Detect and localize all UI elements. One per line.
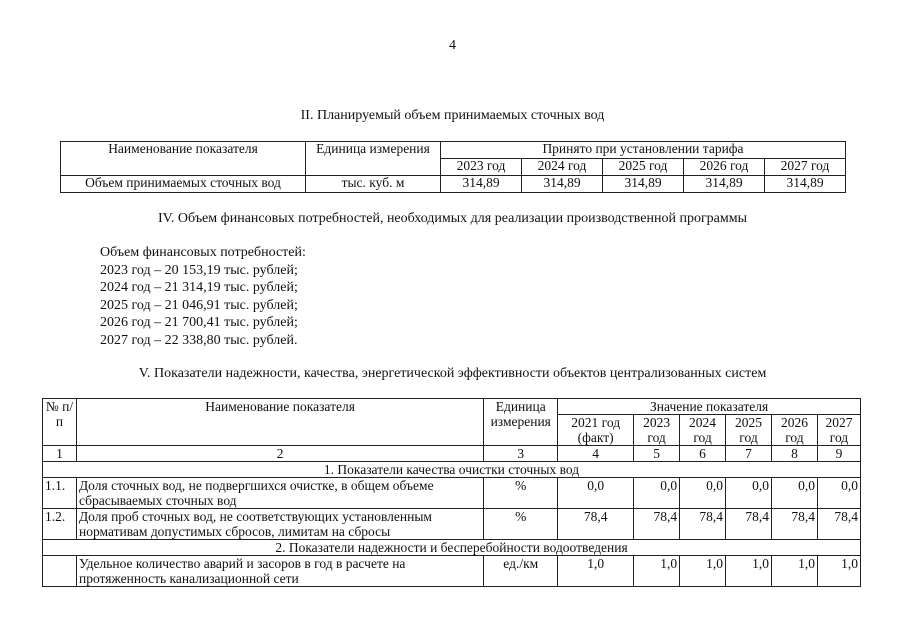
- row-name: Объем принимаемых сточных вод: [61, 176, 306, 193]
- value-cell: 0,0: [817, 478, 860, 509]
- year-header: 2023 год: [441, 159, 522, 176]
- value-cell: 314,89: [684, 176, 765, 193]
- year-header: 2026 год: [771, 415, 817, 446]
- header-indicator-name: Наименование показателя: [76, 399, 483, 446]
- column-number: 8: [771, 446, 817, 462]
- column-number: 7: [726, 446, 772, 462]
- value-cell: 1,0: [726, 556, 772, 587]
- financial-needs-line: Объем финансовых потребностей:: [100, 245, 306, 260]
- year-header: 2025 год: [603, 159, 684, 176]
- row-unit: тыс. куб. м: [306, 176, 441, 193]
- value-cell: 314,89: [522, 176, 603, 193]
- indicators-table: [42, 398, 861, 587]
- row-name: Доля сточных вод, не подвергшихся очистке, в общем объеме сбрасываемых сточных вод: [76, 478, 483, 509]
- column-number: 4: [558, 446, 634, 462]
- value-cell: 78,4: [771, 509, 817, 540]
- section-4-title: IV. Объем финансовых потребностей, необходимых для реализации производственной программы: [157, 211, 748, 226]
- table-row: [61, 176, 846, 193]
- value-cell: 0,0: [771, 478, 817, 509]
- value-cell: 314,89: [765, 176, 846, 193]
- financial-needs-line: 2025 год – 21 046,91 тыс. рублей;: [100, 297, 298, 313]
- column-number: 1: [43, 446, 77, 462]
- group-header-quality: 1. Показатели качества очистки сточных вод: [43, 462, 861, 478]
- sewage-volume-table: [60, 141, 846, 193]
- financial-needs-line: 2027 год – 22 338,80 тыс. рублей.: [100, 332, 298, 348]
- header-accepted-tariff: Принято при установлении тарифа: [441, 142, 846, 159]
- value-cell: 0,0: [558, 478, 634, 509]
- value-cell: 1,0: [771, 556, 817, 587]
- value-cell: 0,0: [634, 478, 680, 509]
- year-header: 2025 год: [726, 415, 772, 446]
- value-cell: 78,4: [726, 509, 772, 540]
- row-number: [43, 556, 77, 587]
- column-number: 6: [680, 446, 726, 462]
- value-cell: 1,0: [634, 556, 680, 587]
- value-cell: 314,89: [603, 176, 684, 193]
- column-number: 5: [634, 446, 680, 462]
- value-cell: 0,0: [680, 478, 726, 509]
- financial-needs-line: 2024 год – 21 314,19 тыс. рублей;: [100, 280, 298, 295]
- section-5-title: V. Показатели надежности, качества, энергетической эффективности объектов централизованных систем: [138, 366, 767, 381]
- row-number: 1.1.: [43, 478, 77, 509]
- header-unit: Единица измерения: [306, 142, 441, 176]
- column-number: 2: [76, 446, 483, 462]
- year-header: 2024 год: [680, 415, 726, 446]
- value-cell: 1,0: [558, 556, 634, 587]
- row-name: Доля проб сточных вод, не соответствующих установленным нормативам допустимых сбросов, лимитам на сбросы: [76, 509, 483, 540]
- value-cell: 1,0: [817, 556, 860, 587]
- value-cell: 0,0: [726, 478, 772, 509]
- table-row: [43, 478, 861, 509]
- value-cell: 78,4: [680, 509, 726, 540]
- value-cell: 78,4: [558, 509, 634, 540]
- group-header-reliability: 2. Показатели надежности и бесперебойности водоотведения: [43, 540, 861, 556]
- year-header: 2024 год: [522, 159, 603, 176]
- section-2-title: II. Планируемый объем принимаемых сточных вод: [300, 108, 605, 123]
- table-row: [43, 556, 861, 587]
- header-unit: Единица измерения: [484, 399, 558, 446]
- year-header: 2023 год: [634, 415, 680, 446]
- column-number: 3: [484, 446, 558, 462]
- financial-needs-list: [100, 244, 306, 349]
- value-cell: 78,4: [634, 509, 680, 540]
- row-unit: %: [484, 478, 558, 509]
- financial-needs-line: 2023 год – 20 153,19 тыс. рублей;: [100, 262, 298, 278]
- header-indicator-name: Наименование показателя: [61, 142, 306, 176]
- value-cell: 1,0: [680, 556, 726, 587]
- row-name: Удельное количество аварий и засоров в год в расчете на протяженность канализационной сети: [76, 556, 483, 587]
- page-number: 4: [449, 38, 456, 53]
- value-cell: 78,4: [817, 509, 860, 540]
- table-row: [43, 509, 861, 540]
- row-number: 1.2.: [43, 509, 77, 540]
- year-header: 2027 год: [765, 159, 846, 176]
- row-unit: %: [484, 509, 558, 540]
- financial-needs-line: 2026 год – 21 700,41 тыс. рублей;: [100, 315, 298, 330]
- header-value: Значение показателя: [558, 399, 861, 415]
- year-header: 2027 год: [817, 415, 860, 446]
- value-cell: 314,89: [441, 176, 522, 193]
- header-number: № п/п: [43, 399, 77, 446]
- column-number: 9: [817, 446, 860, 462]
- row-unit: ед./км: [484, 556, 558, 587]
- year-header: 2026 год: [684, 159, 765, 176]
- year-header: 2021 год (факт): [558, 415, 634, 446]
